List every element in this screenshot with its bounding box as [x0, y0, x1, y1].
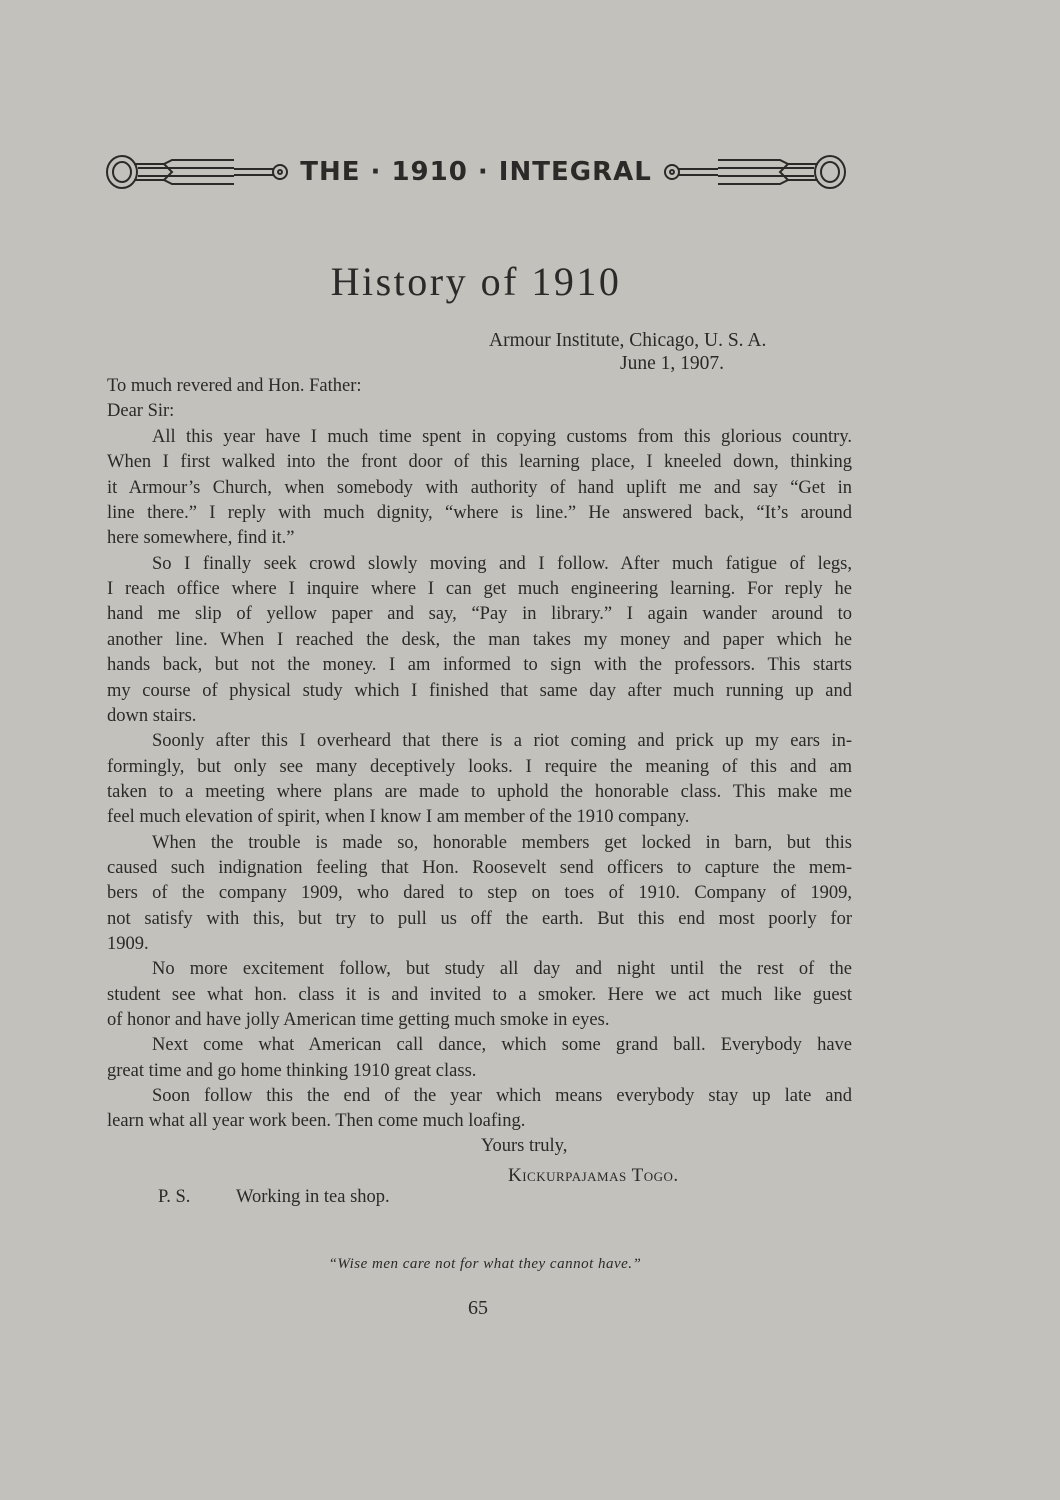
body-line: down stairs.	[107, 705, 197, 726]
body-line: When the trouble is made so, honorable members get locked in barn, but this	[152, 832, 852, 853]
body-line: All this year have I much time spent in copying customs from this glorious country.	[152, 427, 852, 447]
body-line: taken to a meeting where plans are made to uphold the honorable class. This make me	[107, 781, 852, 802]
right-ornament-icon	[660, 152, 848, 192]
ps-text: Working in tea shop.	[236, 1187, 390, 1207]
body-line: line there.” I reply with much dignity, “where is line.” He answered back, “It’s around	[107, 503, 852, 524]
closing: Yours truly,	[481, 1136, 568, 1156]
body-line: of honor and have jolly American time getting much smoke in eyes.	[107, 1010, 610, 1031]
body-line: caused such indignation feeling that Hon. Roosevelt send officers to capture the mem-	[107, 857, 852, 878]
body-line: here somewhere, find it.”	[107, 528, 295, 549]
body-line: hands back, but not the money. I am informed to sign with the professors. This starts	[107, 655, 852, 676]
body-line: not satisfy with this, but try to pull us off the earth. But this end most poorly for	[107, 908, 852, 929]
page-title: History of 1910	[330, 259, 622, 304]
body-line: bers of the company 1909, who dared to step on toes of 1910. Company of 1909,	[107, 883, 852, 904]
salutation-line: Dear Sir:	[107, 401, 175, 421]
ps-label: P. S.	[158, 1187, 191, 1207]
body-line: Soonly after this I overheard that there is a riot coming and prick up my ears in-	[152, 731, 852, 752]
salutation-line: To much revered and Hon. Father:	[107, 376, 362, 396]
running-header	[104, 150, 848, 194]
left-ornament-icon	[104, 152, 292, 192]
body-line: another line. When I reached the desk, the man takes my money and paper which he	[107, 629, 852, 650]
body-line: it Armour’s Church, when somebody with authority of hand uplift me and say “Get in	[107, 477, 852, 498]
body-line: When I first walked into the front door of this learning place, I kneeled down, thinking	[107, 452, 852, 473]
body-line: feel much elevation of spirit, when I know I am member of the 1910 company.	[107, 807, 690, 828]
body-line: my course of physical study which I finished that same day after much running up and	[107, 680, 852, 701]
header-title: THE · 1910 · INTEGRAL	[300, 157, 652, 187]
body-line: formingly, but only see many deceptively looks. I require the meaning of this and am	[107, 756, 852, 777]
body-line: So I finally seek crowd slowly moving and I follow. After much fatigue of legs,	[152, 553, 852, 574]
body-line: great time and go home thinking 1910 great class.	[107, 1060, 477, 1081]
body-line: 1909.	[107, 934, 149, 954]
letter-address: Armour Institute, Chicago, U. S. A.	[489, 330, 767, 351]
footer-quote: “Wise men care not for what they cannot have.”	[328, 1256, 642, 1272]
signature: Kickurpajamas Togo.	[508, 1165, 679, 1186]
body-line: I reach office where I inquire where I can get much engineering learning. For reply he	[107, 579, 852, 600]
body-line: Next come what American call dance, which some grand ball. Everybody have	[152, 1035, 852, 1056]
body-line: Soon follow this the end of the year which means everybody stay up late and	[152, 1086, 852, 1107]
page-number: 65	[468, 1297, 488, 1319]
body-line: hand me slip of yellow paper and say, “Pay in library.” I again wander around to	[107, 604, 852, 625]
letter-date: June 1, 1907.	[620, 353, 724, 374]
body-line: learn what all year work been. Then come much loafing.	[107, 1111, 526, 1132]
body-line: No more excitement follow, but study all day and night until the rest of the	[152, 959, 852, 980]
body-line: student see what hon. class it is and invited to a smoker. Here we act much like guest	[107, 984, 852, 1005]
